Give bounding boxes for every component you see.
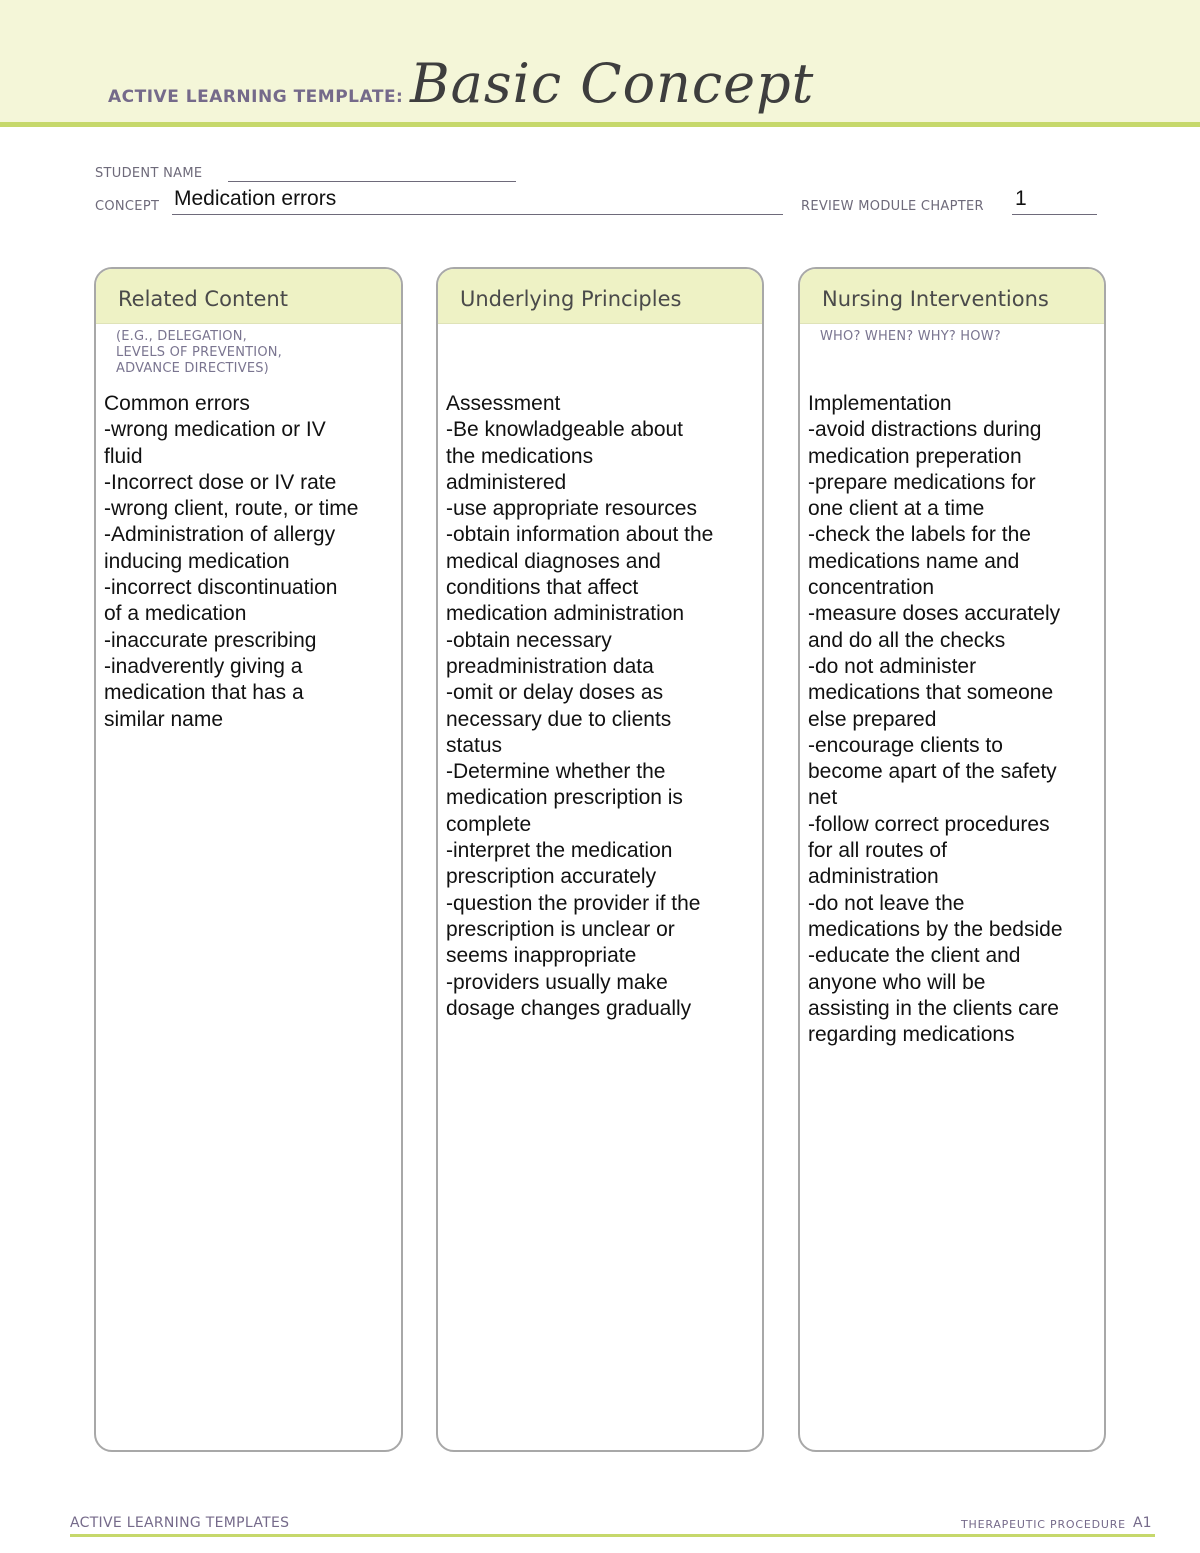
- text-line: medication administration: [446, 602, 685, 626]
- text-line: concentration: [808, 576, 935, 600]
- text-line: anyone who will be: [808, 970, 986, 994]
- text-line: -wrong medication or IV: [104, 418, 326, 442]
- text-line: administration: [808, 865, 939, 889]
- text-line: -avoid distractions during: [808, 418, 1042, 442]
- text-line: prescription is unclear or: [446, 917, 675, 941]
- text-line: -Be knowladgeable about: [446, 418, 684, 442]
- text-line: regarding medications: [808, 1023, 1015, 1047]
- text-line: Common errors: [104, 392, 250, 415]
- text-line: conditions that affect: [446, 576, 639, 600]
- related-content-hint: [116, 329, 282, 377]
- nursing-interventions-title: Nursing Interventions: [822, 287, 1049, 311]
- nursing-interventions-card: [798, 267, 1106, 1452]
- text-line: net: [808, 786, 838, 810]
- text-line: the medications: [446, 444, 594, 468]
- hint-line: WHO? WHEN? WHY? HOW?: [820, 329, 1001, 344]
- text-line: -do not administer: [808, 654, 977, 678]
- text-line: -prepare medications for: [808, 470, 1036, 494]
- text-line: Implementation: [808, 392, 952, 415]
- text-line: similar name: [104, 707, 224, 731]
- text-line: status: [446, 733, 503, 757]
- text-line: -obtain necessary: [446, 628, 612, 652]
- concept-line: [172, 214, 783, 215]
- nursing-interventions-hint: [820, 329, 1001, 345]
- hint-line: (E.G., DELEGATION,: [116, 329, 247, 344]
- text-line: one client at a time: [808, 497, 985, 521]
- text-line: -Incorrect dose or IV rate: [104, 470, 337, 494]
- text-line: -omit or delay doses as: [446, 681, 664, 705]
- text-line: preadministration data: [446, 654, 654, 678]
- underlying-principles-title: Underlying Principles: [460, 287, 682, 311]
- page-title: Basic Concept: [410, 52, 815, 115]
- text-line: -providers usually make: [446, 970, 668, 994]
- text-line: -encourage clients to: [808, 733, 1003, 757]
- text-line: -obtain information about the: [446, 523, 714, 547]
- text-line: medication that has a: [104, 681, 304, 705]
- text-line: -Determine whether the: [446, 760, 666, 784]
- text-line: dosage changes gradually: [446, 996, 692, 1020]
- underlying-principles-card: [436, 267, 764, 1452]
- text-line: for all routes of: [808, 839, 947, 863]
- chapter-value[interactable]: 1: [1015, 187, 1027, 210]
- footer-category-label: THERAPEUTIC PROCEDURE: [961, 1518, 1126, 1531]
- text-line: -check the labels for the: [808, 523, 1031, 547]
- text-line: prescription accurately: [446, 865, 657, 889]
- text-line: medication preperation: [808, 444, 1022, 468]
- footer-page-number: A1: [1133, 1515, 1152, 1531]
- concept-value[interactable]: Medication errors: [174, 187, 337, 210]
- text-line: complete: [446, 812, 532, 836]
- text-line: medication prescription is: [446, 786, 683, 810]
- text-line: inducing medication: [104, 549, 290, 573]
- footer-templates-label: ACTIVE LEARNING TEMPLATES: [70, 1515, 290, 1531]
- related-content-body[interactable]: [104, 391, 395, 733]
- text-line: -use appropriate resources: [446, 497, 697, 521]
- text-line: necessary due to clients: [446, 707, 672, 731]
- text-line: medications by the bedside: [808, 917, 1063, 941]
- text-line: medications that someone: [808, 681, 1054, 705]
- text-line: -incorrect discontinuation: [104, 576, 338, 600]
- text-line: medications name and: [808, 549, 1020, 573]
- template-label: ACTIVE LEARNING TEMPLATE:: [108, 87, 404, 107]
- text-line: -Administration of allergy: [104, 523, 336, 547]
- concept-label: CONCEPT: [95, 199, 160, 214]
- chapter-line: [1012, 214, 1097, 215]
- related-content-card: [94, 267, 403, 1452]
- text-line: administered: [446, 470, 567, 494]
- text-line: of a medication: [104, 602, 247, 626]
- text-line: fluid: [104, 444, 143, 468]
- text-line: -interpret the medication: [446, 839, 673, 863]
- text-line: become apart of the safety: [808, 760, 1057, 784]
- text-line: -inaccurate prescribing: [104, 628, 317, 652]
- text-line: Assessment: [446, 392, 561, 415]
- text-line: medical diagnoses and: [446, 549, 661, 573]
- text-line: -measure doses accurately: [808, 602, 1061, 626]
- text-line: assisting in the clients care: [808, 996, 1059, 1020]
- text-line: -educate the client and: [808, 944, 1021, 968]
- underlying-principles-body[interactable]: [446, 391, 756, 1022]
- nursing-interventions-body[interactable]: [808, 391, 1098, 1048]
- hint-line: LEVELS OF PREVENTION,: [116, 345, 283, 360]
- text-line: -question the provider if the: [446, 891, 701, 915]
- header-rule: [0, 122, 1200, 127]
- text-line: -do not leave the: [808, 891, 965, 915]
- student-name-line: [228, 181, 516, 182]
- footer-rule: [70, 1534, 1155, 1537]
- text-line: -follow correct procedures: [808, 812, 1050, 836]
- text-line: -wrong client, route, or time: [104, 497, 359, 521]
- student-name-label: STUDENT NAME: [95, 166, 203, 181]
- text-line: -inadverently giving a: [104, 654, 303, 678]
- text-line: else prepared: [808, 707, 937, 731]
- chapter-label: REVIEW MODULE CHAPTER: [801, 199, 984, 214]
- text-line: and do all the checks: [808, 628, 1006, 652]
- related-content-title: Related Content: [118, 287, 288, 311]
- hint-line: ADVANCE DIRECTIVES): [116, 361, 269, 376]
- text-line: seems inappropriate: [446, 944, 637, 968]
